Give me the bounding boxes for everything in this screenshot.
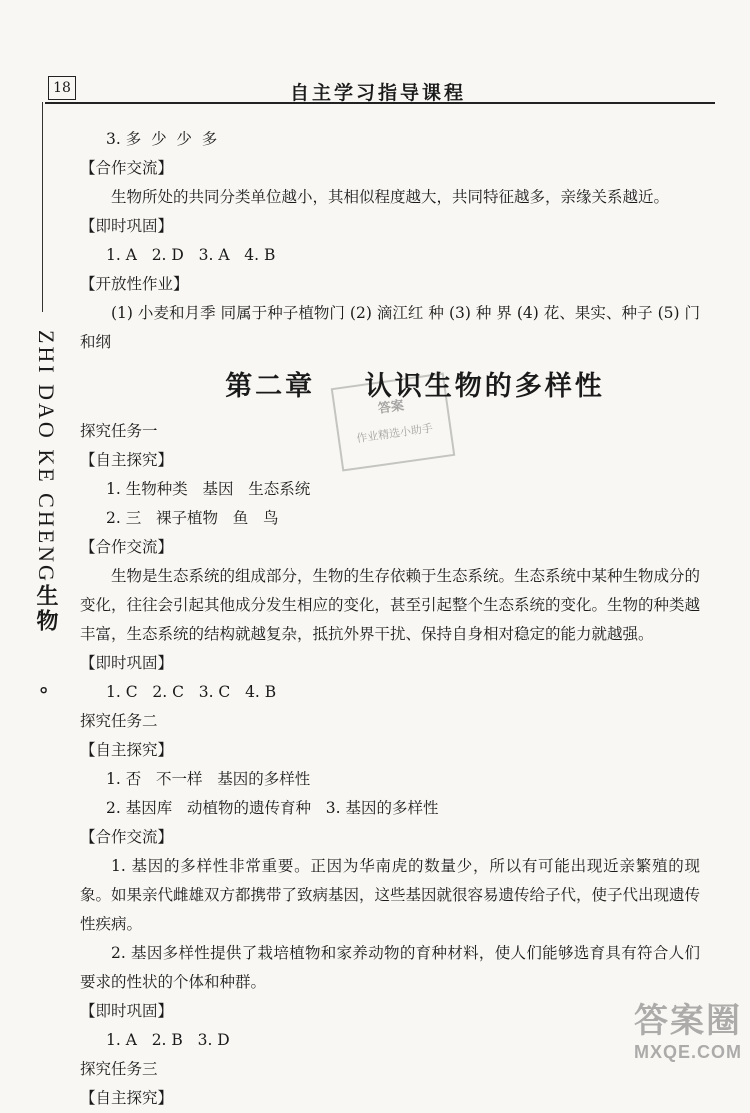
section-heading: 【合作交流】 <box>80 828 174 846</box>
watermark-logo <box>634 993 742 1063</box>
section-heading: 【合作交流】 <box>80 538 174 556</box>
answer-line: 1. 否 不一样 基因的多样性 <box>106 770 311 788</box>
side-subject: 生物 <box>34 583 59 634</box>
page-content <box>80 125 700 1113</box>
page-number: 18 <box>48 76 76 100</box>
side-mark: 。 <box>40 672 60 696</box>
task-heading: 探究任务一 <box>80 422 158 440</box>
header-rule <box>45 102 715 104</box>
paragraph: 生物所处的共同分类单位越小，其相似程度越大，共同特征越多，亲缘关系越近。 <box>111 188 670 206</box>
answer-line: 2. 基因库 动植物的遗传育种 3. 基因的多样性 <box>106 799 439 817</box>
answer-line: 1. A 2. D 3. A 4. B <box>106 246 276 264</box>
task-heading: 探究任务三 <box>80 1060 158 1078</box>
answer-line: 3. 多 少 少 多 <box>106 130 218 148</box>
stamp-text-1: 答案 <box>377 398 405 417</box>
side-series-name: ZHI DAO KE CHENG <box>34 330 59 584</box>
paragraph: 1. 基因的多样性非常重要。正因为华南虎的数量少，所以有可能出现近亲繁殖的现象。如果亲代雌雄双方都携带了致病基因，这些基因就很容易遗传给子代，使子代出现遗传性疾病。 <box>80 857 701 933</box>
section-heading: 【即时巩固】 <box>80 1002 174 1020</box>
header-title: 自主学习指导课程 <box>290 82 467 104</box>
section-heading: 【开放性作业】 <box>80 275 189 293</box>
side-vertical-text <box>36 330 62 634</box>
stamp-text-2: 作业精选小助手 <box>355 421 434 446</box>
answer-line: 1. 生物种类 基因 生态系统 <box>106 480 311 498</box>
section-heading: 【合作交流】 <box>80 159 174 177</box>
section-heading: 【即时巩固】 <box>80 217 174 235</box>
logo-text: 答案圈 <box>633 1002 742 1040</box>
section-heading: 【自主探究】 <box>80 741 174 759</box>
left-margin-rule <box>42 102 43 312</box>
answer-line: 1. C 2. C 3. C 4. B <box>106 683 277 701</box>
section-heading: 【自主探究】 <box>80 451 174 469</box>
paragraph: 2. 基因多样性提供了栽培植物和家养动物的育种材料，使人们能够选育具有符合人们要求的性状的个体和种群。 <box>80 944 700 991</box>
task-heading: 探究任务二 <box>80 712 158 730</box>
chapter-title: 第二章 认识生物的多样性 <box>225 371 605 402</box>
section-heading: 【即时巩固】 <box>80 654 174 672</box>
section-heading: 【自主探究】 <box>80 1089 174 1107</box>
answer-line: 1. A 2. B 3. D <box>106 1031 230 1049</box>
paragraph: 生物是生态系统的组成部分，生物的生存依赖于生态系统。生态系统中某种生物成分的变化，往往会引起其他成分发生相应的变化，甚至引起整个生态系统的变化。生物的种类越丰富，生态系统的结构就越复杂，抵抗外界干扰、保持自身相对稳定的能力就越强。 <box>80 567 701 643</box>
paragraph: (1) 小麦和月季 同属于种子植物门 (2) 滴江红 种 (3) 种 界 (4) 花、果实、种子 (5) 门和纲 <box>80 304 700 351</box>
answer-line: 2. 三 裸子植物 鱼 鸟 <box>106 509 279 527</box>
logo-url: MXQE.COM <box>633 1042 742 1062</box>
